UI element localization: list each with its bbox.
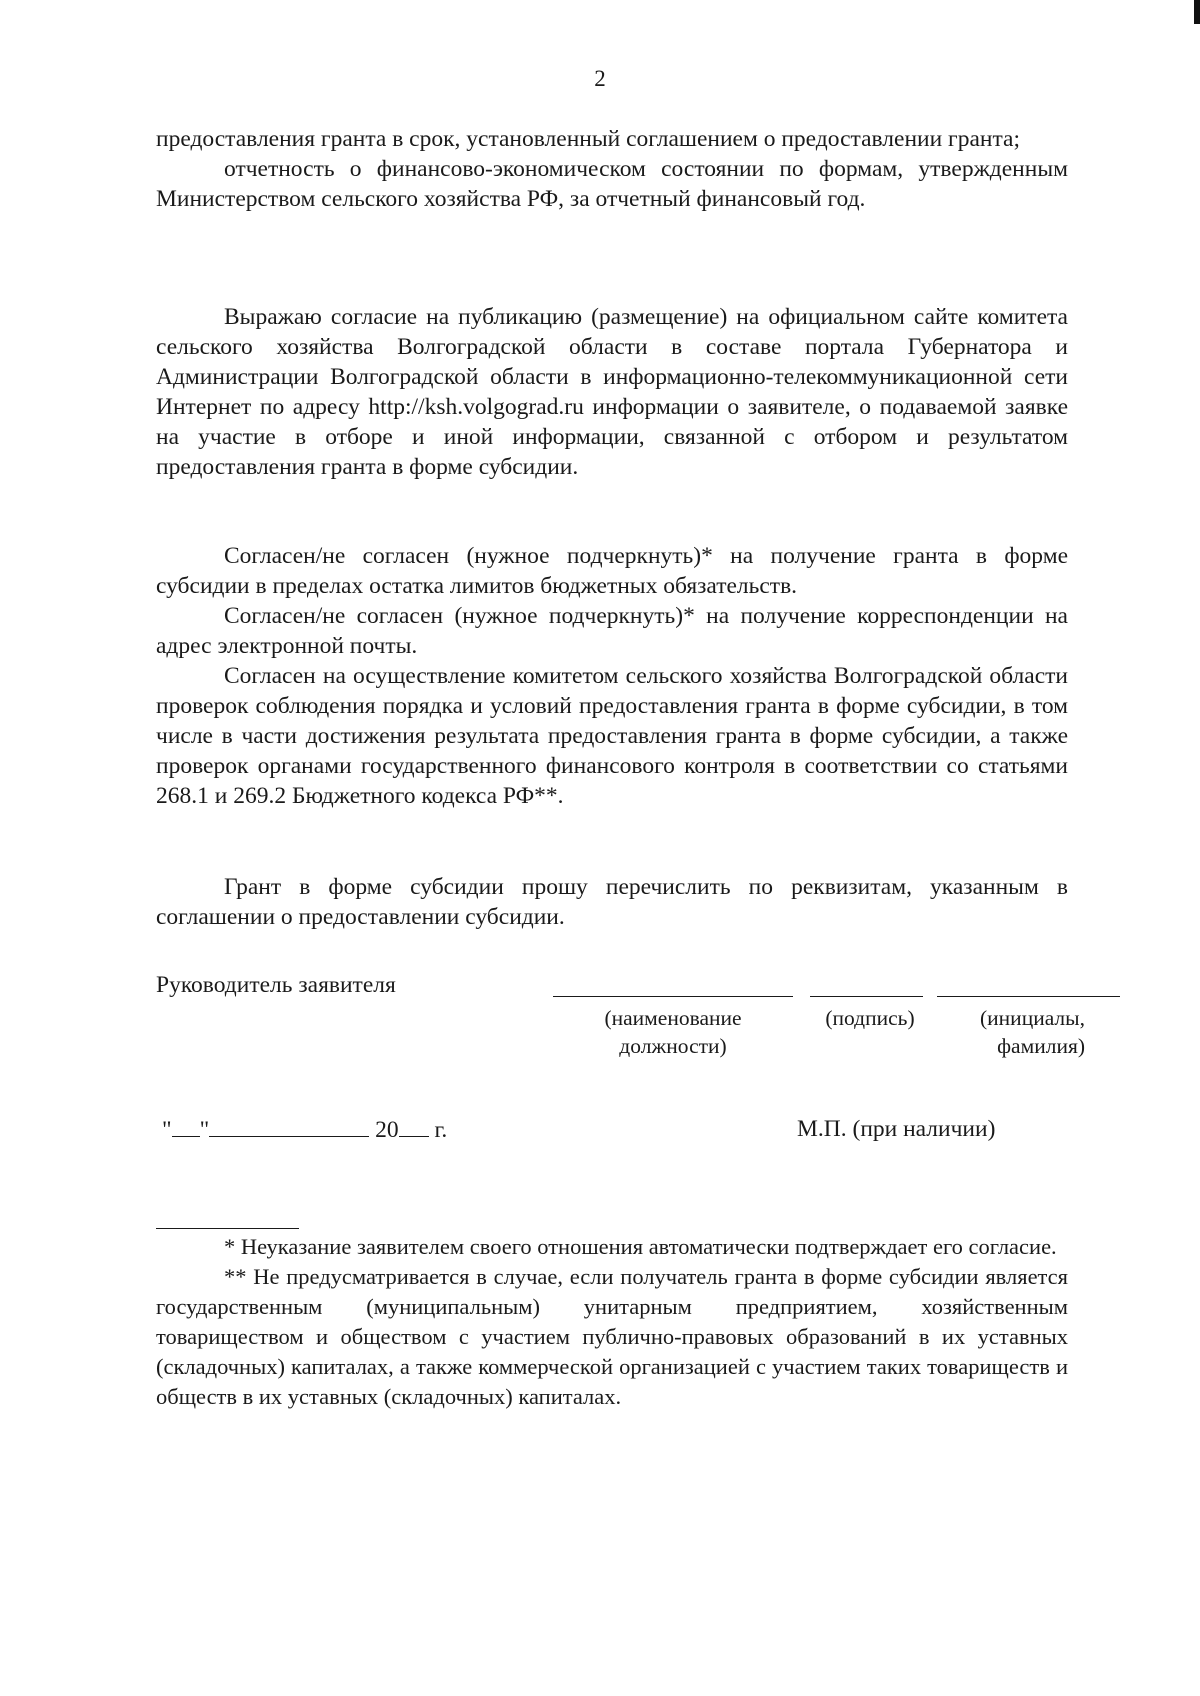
- signature-field-line: [810, 996, 923, 997]
- paragraph-email-consent: Согласен/не согласен (нужное подчеркнуть)* на получение корреспонденции на адрес электронной почты.: [156, 603, 1068, 659]
- date-close-quote: ": [199, 1117, 210, 1143]
- publication-consent-section: [156, 302, 1068, 482]
- signature-caption: [815, 1004, 925, 1032]
- position-caption: [593, 1004, 753, 1060]
- name-field-line: [937, 996, 1120, 997]
- signature-caption-text: (подпись): [825, 1006, 915, 1030]
- consents-section: [156, 541, 1068, 811]
- name-caption-line-1: (инициалы,: [980, 1006, 1085, 1030]
- page-number: 2: [594, 66, 606, 91]
- signer-label: Руководитель заявителя: [156, 972, 396, 998]
- paragraph-publication-consent: Выражаю согласие на публикацию (размещение) на официальном сайте комитета сельского хозяйства Волгоградской области в составе портала Губернатора и Администрации Волгоградской области в информационно-телекоммуникационной сети Интернет по адресу http://ksh.volgograd.ru информации о заявителе, о подаваемой заявке на участие в отборе и иной информации, связанной с отбором и результатом предоставления гранта в форме субсидии.: [156, 304, 1068, 480]
- name-caption-line-2: фамилия): [997, 1034, 1085, 1058]
- position-field-line: [553, 996, 793, 997]
- date-field: [162, 1116, 447, 1144]
- day-blank: [172, 1116, 200, 1137]
- paragraph-limits-consent: Согласен/не согласен (нужное подчеркнуть)* на получение гранта в форме субсидии в пределах остатка лимитов бюджетных обязательств.: [156, 543, 1068, 599]
- paragraph-grant-term: предоставления гранта в срок, установленный соглашением о предоставлении гранта;: [156, 126, 1020, 152]
- footnote-double-asterisk: ** Не предусматривается в случае, если получатель гранта в форме субсидии является государственным (муниципальным) унитарным предприятием, хозяйственным товариществом и обществом с участием публично-правовых образований в их уставных (складочных) капиталах, а также коммерческой организацией с участием таких товариществ и обществ в их уставных (складочных) капиталах.: [156, 1264, 1068, 1409]
- transfer-request-section: [156, 872, 1068, 932]
- footnotes-section: [156, 1232, 1068, 1412]
- month-blank: [209, 1116, 369, 1137]
- position-caption-line-2: должности): [619, 1034, 727, 1058]
- scan-edge-mark: [1194, 0, 1200, 24]
- paragraph-financial-report: отчетность о финансово-экономическом состоянии по формам, утвержденным Министерством сельского хозяйства РФ, за отчетный финансовый год.: [156, 156, 1068, 212]
- footnote-divider: [156, 1228, 299, 1229]
- footnote-single-asterisk: * Неуказание заявителем своего отношения автоматически подтверждает его согласие.: [224, 1234, 1057, 1259]
- year-prefix: 20: [375, 1117, 399, 1143]
- stamp-label: М.П. (при наличии): [797, 1116, 996, 1142]
- paragraph-transfer-request: Грант в форме субсидии прошу перечислить по реквизитам, указанным в соглашении о предоставлении субсидии.: [156, 874, 1068, 930]
- year-blank: [399, 1116, 429, 1137]
- position-caption-line-1: (наименование: [604, 1006, 742, 1030]
- paragraph-inspection-consent: Согласен на осуществление комитетом сельского хозяйства Волгоградской области проверок соблюдения порядка и условий предоставления гранта в форме субсидии, в том числе в части достижения результата предоставления гранта в форме субсидии, а также проверок органами государственного финансового контроля в соответствии со статьями 268.1 и 269.2 Бюджетного кодекса РФ**.: [156, 663, 1068, 809]
- name-caption: [945, 1004, 1085, 1060]
- date-open-quote: ": [162, 1117, 172, 1143]
- reporting-section: [156, 124, 1068, 214]
- year-suffix: г.: [434, 1117, 448, 1143]
